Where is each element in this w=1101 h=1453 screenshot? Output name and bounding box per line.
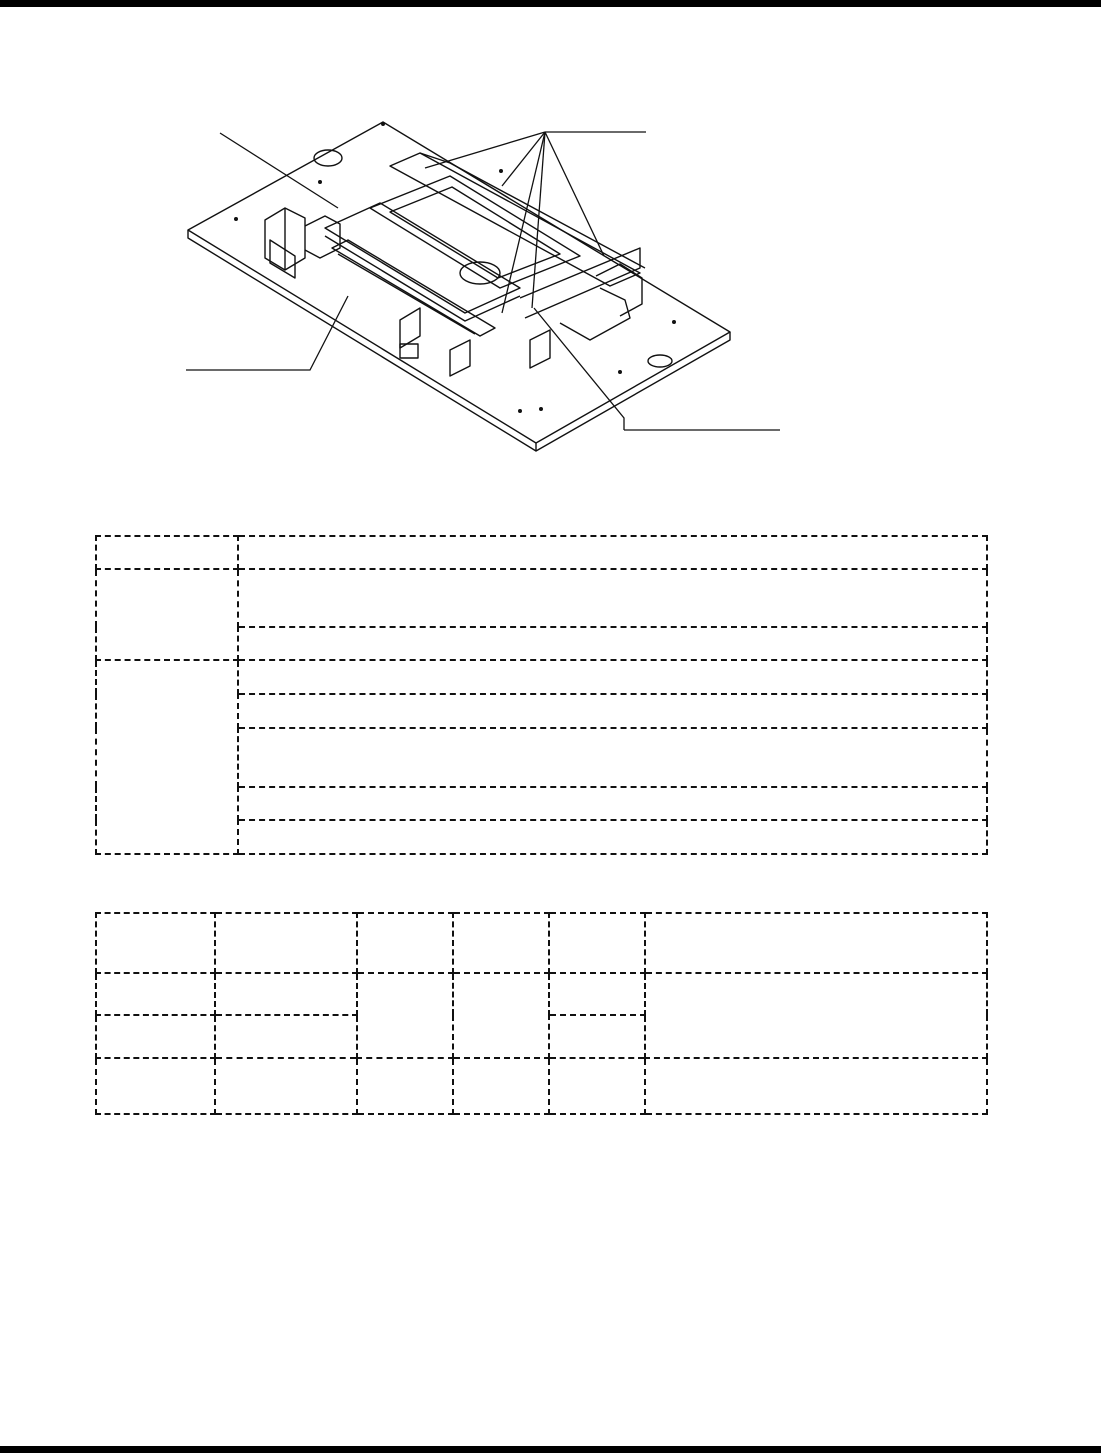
table-cell [96,569,238,660]
table-cell [238,569,987,627]
table-header-row [96,913,987,973]
table-row [96,569,987,627]
table-cell [549,1015,645,1058]
stage-assembly-diagram [120,108,820,478]
parts-table [95,912,988,1115]
table-cell [645,1058,987,1114]
table-row [96,660,987,694]
table-cell [215,913,357,973]
table-cell [549,1058,645,1114]
table-cell [453,973,549,1058]
table-row [96,536,987,569]
table-cell [453,1058,549,1114]
inner-frame [370,176,580,288]
table-cell [549,973,645,1015]
y-axis-rail [390,153,640,286]
bottom-rule [0,1446,1101,1453]
top-rule [0,0,1101,7]
table-cell [357,973,453,1058]
table-cell [238,627,987,660]
table-cell [238,820,987,854]
table-cell [549,913,645,973]
table-cell [238,536,987,569]
table-cell [238,660,987,694]
table-cell [96,973,215,1015]
slot-hole [648,355,672,367]
table-cell [215,1058,357,1114]
leader-line [220,133,338,208]
table-cell [96,660,238,854]
table-cell [357,1058,453,1114]
table-cell [645,973,987,1058]
leader-line [186,296,348,370]
table-row [96,1058,987,1114]
table-cell [215,1015,357,1058]
table-cell [96,1058,215,1114]
spec-table [95,535,988,855]
table-cell [215,973,357,1015]
base-plate [188,122,730,443]
leader-line [425,132,545,168]
table-cell [96,1015,215,1058]
table-cell [238,694,987,728]
table-cell [453,913,549,973]
table-cell [238,787,987,820]
x-axis-rail [325,203,520,313]
leader-line [534,308,624,430]
table-cell [96,536,238,569]
table-cell [645,913,987,973]
table-cell [96,913,215,973]
table-cell [238,728,987,787]
table-row [96,973,987,1015]
table-cell [357,913,453,973]
